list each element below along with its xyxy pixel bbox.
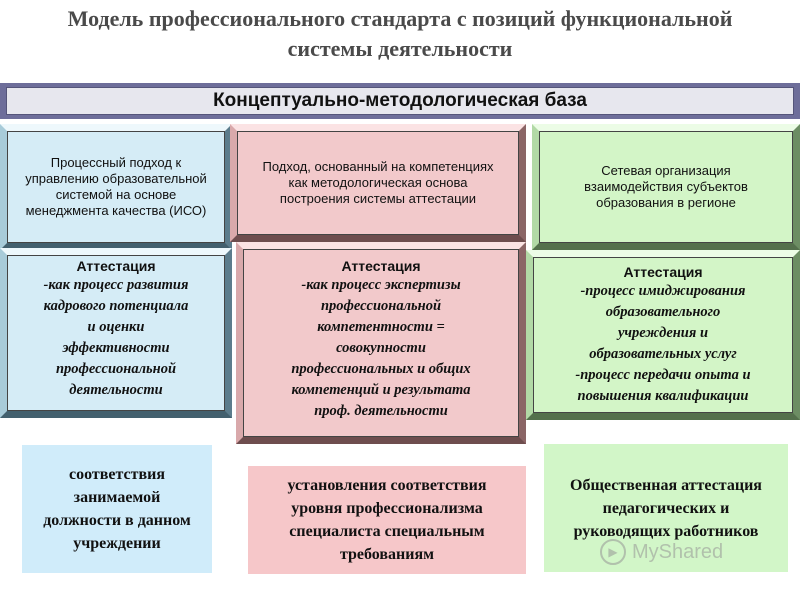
watermark-text: MyShared [632, 540, 724, 563]
attestation-line: профессиональной [55, 361, 177, 377]
approach-text-competency: Подход, основанный на компетенциях как методологическая основа построения системы аттестации [237, 131, 519, 235]
attestation-line: кадрового потенциала [43, 298, 189, 314]
attestation-line: компетентности = [317, 319, 445, 335]
attestation-line: -процесс имиджирования [580, 283, 746, 299]
attestation-title: Аттестация [76, 258, 156, 274]
title-line-2: системы деятельности [287, 36, 513, 61]
attestation-line: повышения квалификации [577, 388, 749, 404]
attestation-line: эффективности [62, 340, 170, 356]
attestation-box-competency [236, 242, 526, 444]
attestation-line: профессиональной [320, 298, 442, 314]
result-text-public: Общественная аттестация педагогических и руководящих работников [570, 476, 762, 540]
attestation-content-process [7, 255, 225, 411]
attestation-line: совокупности [336, 340, 426, 356]
approach-box-competency [230, 124, 526, 242]
attestation-line: -процесс передачи опыта и [575, 367, 751, 383]
attestation-box-network [526, 250, 800, 420]
attestation-content-competency [243, 249, 519, 437]
attestation-line: образовательного [605, 304, 721, 320]
conceptual-base-bar [0, 83, 800, 119]
result-box-conformity [22, 445, 212, 573]
approach-box-process [0, 124, 232, 250]
attestation-line: и оценки [87, 319, 145, 335]
result-text-conformity: соответствия занимаемой должности в данном учреждении [43, 466, 191, 552]
attestation-title: Аттестация [341, 258, 421, 274]
attestation-line: профессиональных и общих [291, 361, 471, 377]
attestation-box-process [0, 248, 232, 418]
approach-box-network [532, 124, 800, 250]
attestation-line: учреждения и [617, 325, 709, 341]
result-text-professionalism: установления соответствия уровня профессионализма специалиста специальным требованиям [287, 477, 487, 563]
attestation-line: -как процесс развития [43, 277, 189, 293]
result-box-professionalism [248, 466, 526, 574]
attestation-line: деятельности [69, 382, 163, 398]
conceptual-base-label: Концептуально-методологическая база [6, 87, 794, 115]
approach-text-network: Сетевая организация взаимодействия субъектов образования в регионе [539, 131, 793, 243]
result-box-public [544, 444, 788, 572]
approach-text-process: Процессный подход к управлению образовательной системой на основе менеджмента качества (ИСО) [7, 131, 225, 243]
attestation-content-network [533, 257, 793, 413]
attestation-line: проф. деятельности [314, 403, 448, 419]
attestation-line: компетенций и результата [291, 382, 471, 398]
attestation-line: образовательных услуг [589, 346, 737, 362]
play-icon: ▶ [600, 539, 626, 565]
attestation-title: Аттестация [623, 264, 703, 280]
page-title [0, 4, 800, 64]
title-line-1: Модель профессионального стандарта с позиций функциональной [67, 6, 733, 31]
attestation-line: -как процесс экспертизы [301, 277, 461, 293]
